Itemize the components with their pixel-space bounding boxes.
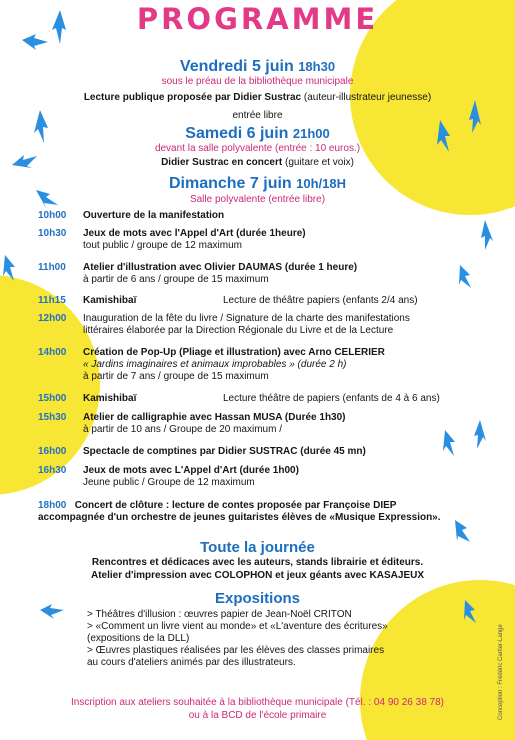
day-note: entrée libre xyxy=(232,110,283,121)
row-subtitle: « Jardins imaginaires et animaux improbables » (durée 2 h) xyxy=(83,359,347,370)
row-title: Atelier de calligraphie avec Hassan MUSA (Durée 1h30) xyxy=(83,412,346,423)
row-title: Kamishibaï xyxy=(83,393,137,404)
row-title: Inauguration de la fête du livre / Signature de la charte des manifestations xyxy=(83,313,410,324)
row-time: 16h30 xyxy=(38,465,67,476)
section-title-all-day: Toute la journée xyxy=(200,539,315,556)
row-detail: Lecture théâtre de papiers (enfants de 4 à 6 ans) xyxy=(223,393,440,404)
day-description xyxy=(0,92,515,104)
day-heading-saturday xyxy=(0,125,515,143)
row-title: Ouverture de la manifestation xyxy=(83,210,225,221)
row-time: 15h30 xyxy=(38,412,67,423)
day-time: 10h/18H xyxy=(296,176,347,191)
row-detail: Lecture de théâtre papiers (enfants 2/4 ans) xyxy=(223,295,418,306)
day-place: devant la salle polyvalente (entrée : 10 euros.) xyxy=(154,143,361,154)
row-time: 18h00 xyxy=(38,500,67,511)
desc-main: Didier Sustrac en concert xyxy=(161,157,283,168)
row-detail: accompagnée d'un orchestre de jeunes guitaristes élèves de «Musique Expression». xyxy=(38,512,441,523)
day-place: Salle polyvalente (entrée libre) xyxy=(189,194,326,205)
desc-main: Lecture publique proposée par Didier Sustrac xyxy=(83,92,302,103)
row-detail: littéraires élaborée par la Direction Régionale du Livre et de la Lecture xyxy=(83,325,394,336)
row-title: Concert de clôture : lecture de contes proposée par Françoise DIEP xyxy=(74,500,397,511)
row-detail: Jeune public / Groupe de 12 maximum xyxy=(83,477,255,488)
desc-extra: (auteur-illustrateur jeunesse) xyxy=(303,92,432,103)
row-detail: à partir de 7 ans / groupe de 15 maximum xyxy=(83,371,269,382)
row-title: Jeux de mots avec L'Appel d'Art (durée 1h00) xyxy=(83,465,299,476)
exhibition-item: > Œuvres plastiques réalisées par les élèves des classes primaires xyxy=(87,645,385,656)
row-time: 14h00 xyxy=(38,347,67,358)
desc-extra: (guitare et voix) xyxy=(285,157,354,168)
row-title: Spectacle de comptines par Didier SUSTRAC (durée 45 mn) xyxy=(83,446,366,457)
row-time: 15h00 xyxy=(38,393,67,404)
row-time: 10h00 xyxy=(38,210,67,221)
row-time: 11h15 xyxy=(38,295,66,306)
day-heading-sunday xyxy=(0,175,515,193)
row-time: 10h30 xyxy=(38,228,67,239)
closing-concert xyxy=(38,500,508,524)
row-title: Kamishibaï xyxy=(83,295,137,306)
row-title: Atelier d'illustration avec Olivier DAUMAS (durée 1 heure) xyxy=(83,262,358,273)
day-name: Vendredi 5 juin xyxy=(179,58,294,75)
day-place: sous le préau de la bibliothèque municipale xyxy=(161,76,354,87)
row-detail: à partir de 6 ans / groupe de 15 maximum xyxy=(83,274,269,285)
day-description xyxy=(0,157,515,169)
exhibition-item: > «Comment un livre vient au monde» et «L'aventure des écritures» xyxy=(87,621,388,632)
footer-registration-alt: ou à la BCD de l'école primaire xyxy=(188,710,327,721)
row-time: 16h00 xyxy=(38,446,67,457)
section-title-exhibitions: Expositions xyxy=(214,590,300,607)
exhibition-item: (expositions de la DLL) xyxy=(87,633,190,644)
row-time: 11h00 xyxy=(38,262,66,273)
row-title: Création de Pop-Up (Pliage et illustration) avec Arno CELERIER xyxy=(83,347,385,358)
day-time: 21h00 xyxy=(292,126,330,141)
exhibition-item: > Théâtres d'illusion : œuvres papier de Jean-Noël CRITON xyxy=(87,609,352,620)
design-credit: Conception : Frédéric Cartier-Lange xyxy=(498,624,504,720)
day-heading-friday xyxy=(0,58,515,76)
all-day-line: Rencontres et dédicaces avec les auteurs, stands librairie et éditeurs. xyxy=(91,557,424,568)
day-time: 18h30 xyxy=(298,59,336,74)
row-detail: tout public / groupe de 12 maximum xyxy=(83,240,242,251)
day-name: Samedi 6 juin xyxy=(185,125,289,142)
row-time: 12h00 xyxy=(38,313,67,324)
all-day-line: Atelier d'impression avec COLOPHON et jeux géants avec KASAJEUX xyxy=(90,570,425,581)
exhibition-item: au cours d'ateliers animés par des illustrateurs. xyxy=(87,657,296,668)
day-name: Dimanche 7 juin xyxy=(168,175,292,192)
page-title: PROGRAMME xyxy=(136,2,379,36)
row-detail: à partir de 10 ans / Groupe de 20 maximum / xyxy=(83,424,282,435)
footer-registration: Inscription aux ateliers souhaitée à la bibliothèque municipale (Tél. : 04 90 26 38 78) xyxy=(70,697,444,708)
row-title: Jeux de mots avec l'Appel d'Art (durée 1heure) xyxy=(83,228,306,239)
